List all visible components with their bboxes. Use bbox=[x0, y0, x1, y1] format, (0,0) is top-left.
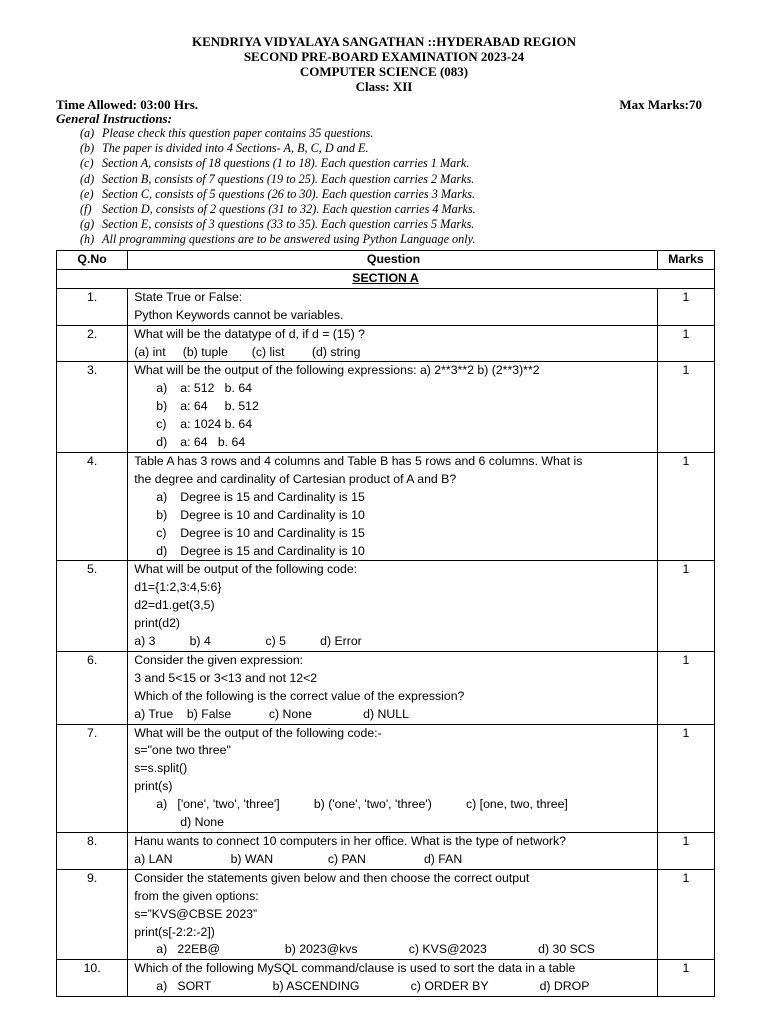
question-marks: 1 bbox=[657, 561, 714, 652]
table-row bbox=[57, 325, 715, 362]
options-row: d) None bbox=[180, 815, 224, 830]
question-line: (a) int (b) tuple (c) list (d) string bbox=[134, 344, 361, 359]
instruction-item bbox=[80, 232, 476, 247]
option-label: b) bbox=[156, 507, 168, 522]
options-row: a) 22EB@ b) 2023@kvs c) KVS@2023 d) 30 SCS bbox=[156, 942, 595, 957]
question-marks: 1 bbox=[657, 362, 714, 453]
option-item bbox=[134, 543, 653, 561]
option-text: Degree is 15 and Cardinality is 10 bbox=[180, 543, 365, 558]
marks-header: Marks bbox=[657, 251, 714, 270]
question-line: a) 3 b) 4 c) 5 d) Error bbox=[134, 634, 362, 649]
option-item bbox=[134, 398, 653, 416]
question-line: s="one two three" bbox=[134, 743, 231, 758]
question-line: What will be the output of the following expressions: a) 2**3**2 b) (2**3)**2 bbox=[134, 363, 540, 378]
question-cell bbox=[128, 325, 658, 362]
option-text: a: 64 b. 512 bbox=[180, 399, 259, 414]
instruction-item bbox=[80, 126, 476, 141]
question-cell bbox=[128, 651, 658, 724]
option-item bbox=[134, 416, 653, 434]
options-row: a) SORT b) ASCENDING c) ORDER BY d) DROP bbox=[156, 979, 590, 994]
question-marks: 1 bbox=[657, 960, 714, 997]
section-row bbox=[57, 269, 715, 288]
question-cell bbox=[128, 288, 658, 325]
question-line: from the given options: bbox=[134, 888, 259, 903]
question-number: 10. bbox=[57, 960, 128, 997]
option-label: c) bbox=[156, 525, 167, 540]
option-item bbox=[134, 525, 653, 543]
question-line: print(s[-2:2:-2]) bbox=[134, 924, 215, 939]
question-line: Table A has 3 rows and 4 columns and Table B has 5 rows and 6 columns. What is bbox=[134, 453, 583, 468]
question-line: State True or False: bbox=[134, 289, 243, 304]
table-row bbox=[57, 561, 715, 652]
question-table bbox=[56, 250, 715, 997]
option-label: b) bbox=[156, 399, 168, 414]
instruction-item bbox=[80, 156, 476, 171]
option-text: Degree is 10 and Cardinality is 15 bbox=[180, 525, 365, 540]
subject-title: COMPUTER SCIENCE (083) bbox=[299, 64, 469, 79]
question-line: a) True b) False c) None d) NULL bbox=[134, 706, 409, 721]
question-cell bbox=[128, 833, 658, 870]
table-header-row bbox=[57, 251, 715, 270]
instructions-title: General Instructions: bbox=[56, 111, 172, 126]
instruction-text: Section B, consists of 7 questions (19 to 25). Each question carries 2 Marks. bbox=[102, 171, 475, 186]
question-number: 9. bbox=[57, 869, 128, 960]
question-cell bbox=[128, 452, 658, 560]
option-item bbox=[134, 507, 653, 525]
instruction-label: (g) bbox=[80, 217, 95, 232]
instruction-item bbox=[80, 141, 476, 156]
question-line: What will be output of the following code: bbox=[134, 562, 358, 577]
question-number: 1. bbox=[57, 288, 128, 325]
instruction-text: Please check this question paper contains 35 questions. bbox=[102, 126, 374, 140]
instruction-label: (f) bbox=[80, 202, 92, 217]
table-row bbox=[57, 724, 715, 832]
option-item bbox=[134, 380, 653, 398]
option-label: a) bbox=[156, 489, 168, 504]
table-row bbox=[57, 869, 715, 960]
question-line: print(d2) bbox=[134, 616, 181, 631]
instruction-item bbox=[80, 172, 476, 187]
instruction-label: (e) bbox=[80, 186, 94, 201]
question-cell bbox=[128, 561, 658, 652]
instruction-item bbox=[80, 187, 476, 202]
question-line: 3 and 5<15 or 3<13 and not 12<2 bbox=[134, 670, 318, 685]
table-row bbox=[57, 960, 715, 997]
option-label: d) bbox=[156, 543, 168, 558]
question-marks: 1 bbox=[657, 869, 714, 960]
option-item bbox=[134, 434, 653, 452]
option-label: d) bbox=[156, 435, 168, 450]
question-marks: 1 bbox=[657, 325, 714, 362]
table-row bbox=[57, 452, 715, 560]
time-allowed: Time Allowed: 03:00 Hrs. bbox=[56, 97, 199, 112]
instruction-label: (c) bbox=[80, 156, 94, 171]
question-cell bbox=[128, 724, 658, 832]
option-label: a) bbox=[156, 381, 168, 396]
table-row bbox=[57, 362, 715, 453]
question-line: s=”KVS@CBSE 2023” bbox=[134, 906, 258, 921]
option-item bbox=[134, 489, 653, 507]
question-line: d2=d1.get(3,5) bbox=[134, 598, 215, 613]
instruction-text: Section D, consists of 2 questions (31 to 32). Each question carries 4 Marks. bbox=[102, 202, 476, 217]
question-number: 8. bbox=[57, 833, 128, 870]
question-number: 3. bbox=[57, 362, 128, 453]
exam-title: SECOND PRE-BOARD EXAMINATION 2023-24 bbox=[243, 49, 525, 64]
instruction-item bbox=[80, 217, 476, 232]
table-row bbox=[57, 833, 715, 870]
instruction-item bbox=[80, 202, 476, 217]
option-text: Degree is 10 and Cardinality is 10 bbox=[180, 507, 365, 522]
instruction-label: (b) bbox=[80, 141, 95, 156]
question-number: 2. bbox=[57, 325, 128, 362]
instruction-label: (h) bbox=[80, 232, 95, 247]
question-line: Which of the following MySQL command/clause is used to sort the data in a table bbox=[134, 961, 576, 976]
question-marks: 1 bbox=[657, 651, 714, 724]
table-row bbox=[57, 288, 715, 325]
question-line: print(s) bbox=[134, 779, 173, 794]
question-cell bbox=[128, 960, 658, 997]
question-line: a) LAN b) WAN c) PAN d) FAN bbox=[134, 851, 463, 866]
instructions-list bbox=[80, 126, 476, 248]
table-row bbox=[57, 651, 715, 724]
instruction-label: (a) bbox=[80, 126, 95, 140]
question-marks: 1 bbox=[657, 288, 714, 325]
question-line: Consider the given expression: bbox=[134, 652, 304, 667]
question-line: What will be the datatype of d, if d = (15) ? bbox=[134, 326, 365, 341]
instruction-text: Section C, consists of 5 questions (26 to 30). Each question carries 3 Marks. bbox=[102, 186, 476, 201]
instruction-text: Section E, consists of 3 questions (33 to 35). Each question carries 5 Marks. bbox=[102, 217, 475, 232]
question-line: What will be the output of the following code:- bbox=[134, 725, 382, 740]
options-row: a) ['one', 'two', 'three'] b) ('one', 'two', 'three') c) [one, two, three] bbox=[156, 797, 568, 812]
question-number: 4. bbox=[57, 452, 128, 560]
class-title: Class: XII bbox=[355, 79, 413, 94]
option-text: a: 64 b. 64 bbox=[180, 435, 246, 450]
section-title: SECTION A bbox=[57, 269, 715, 288]
question-header: Question bbox=[128, 251, 658, 270]
option-text: a: 512 b. 64 bbox=[180, 381, 253, 396]
question-cell bbox=[128, 362, 658, 453]
question-line: the degree and cardinality of Cartesian product of A and B? bbox=[134, 471, 457, 486]
question-line: Python Keywords cannot be variables. bbox=[134, 307, 344, 322]
option-label: c) bbox=[156, 417, 167, 432]
question-number: 6. bbox=[57, 651, 128, 724]
question-line: Consider the statements given below and then choose the correct output bbox=[134, 870, 530, 885]
qno-header: Q.No bbox=[57, 251, 128, 270]
question-line: s=s.split() bbox=[134, 761, 188, 776]
instruction-label: (d) bbox=[80, 171, 95, 186]
question-number: 5. bbox=[57, 561, 128, 652]
question-line: Hanu wants to connect 10 computers in her office. What is the type of network? bbox=[134, 834, 566, 848]
question-number: 7. bbox=[57, 724, 128, 832]
question-marks: 1 bbox=[657, 724, 714, 832]
option-text: a: 1024 b. 64 bbox=[180, 417, 253, 432]
instruction-text: Section A, consists of 18 questions (1 to 18). Each question carries 1 Mark. bbox=[102, 156, 470, 171]
question-marks: 1 bbox=[657, 452, 714, 560]
option-text: Degree is 15 and Cardinality is 15 bbox=[180, 489, 365, 504]
question-marks: 1 bbox=[657, 833, 714, 870]
instruction-text: The paper is divided into 4 Sections- A, B, C, D and E. bbox=[102, 141, 369, 156]
question-cell bbox=[128, 869, 658, 960]
school-title: KENDRIYA VIDYALAYA SANGATHAN ::HYDERABAD REGION bbox=[191, 34, 577, 49]
question-line: d1={1:2,3:4,5:6} bbox=[134, 580, 222, 595]
max-marks: Max Marks:70 bbox=[619, 97, 702, 112]
question-line: Which of the following is the correct value of the expression? bbox=[134, 688, 465, 703]
instruction-text: All programming questions are to be answered using Python Language only. bbox=[102, 232, 476, 247]
